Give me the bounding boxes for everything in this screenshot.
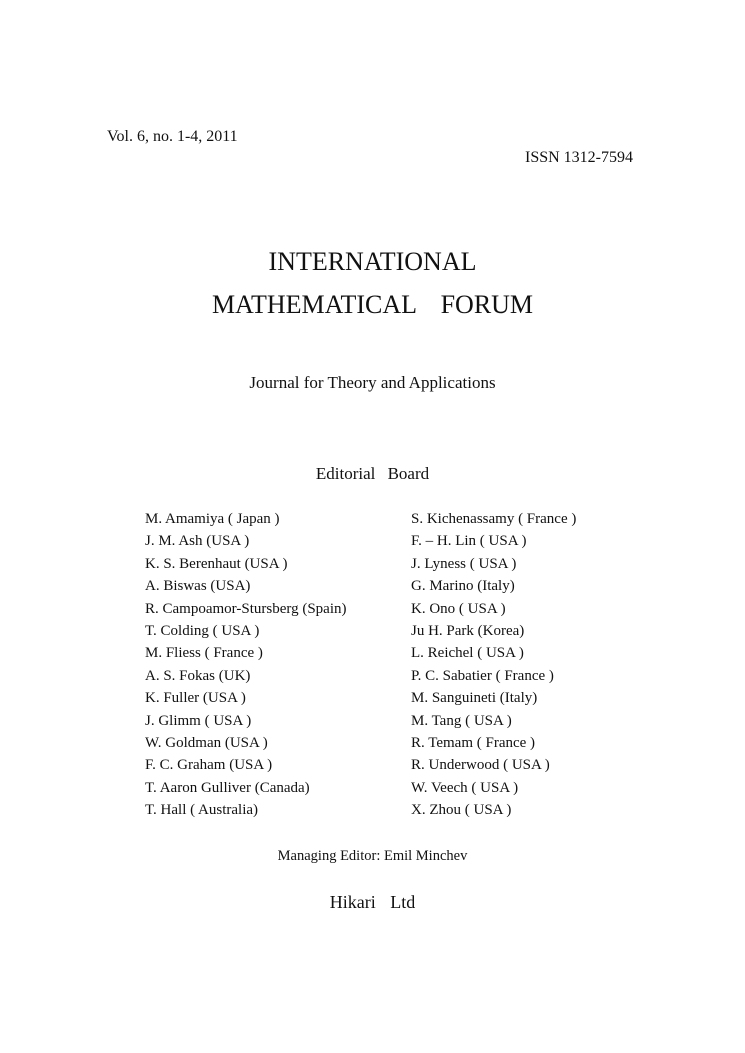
board-member: W. Goldman (USA ) xyxy=(145,734,268,751)
journal-subtitle: Journal for Theory and Applications xyxy=(249,373,496,392)
volume-info: Vol. 6, no. 1-4, 2011 xyxy=(107,128,238,145)
board-member: G. Marino (Italy) xyxy=(411,578,515,595)
board-member: T. Aaron Gulliver (Canada) xyxy=(145,779,310,796)
board-member: R. Underwood ( USA ) xyxy=(411,757,550,774)
board-member: A. Biswas (USA) xyxy=(145,578,251,595)
board-member: J. M. Ash (USA ) xyxy=(145,533,250,550)
board-member: K. Ono ( USA ) xyxy=(411,600,506,617)
board-member: S. Kichenassamy ( France ) xyxy=(411,511,577,527)
board-list-right xyxy=(411,511,576,824)
board-member: T. Colding ( USA ) xyxy=(145,622,260,639)
board-member: M. Fliess ( France ) xyxy=(145,645,263,662)
board-member: Ju H. Park (Korea) xyxy=(411,622,525,639)
board-member: M. Sanguineti (Italy) xyxy=(411,690,538,707)
board-member: J. Lyness ( USA ) xyxy=(411,555,517,572)
board-member: T. Hall ( Australia) xyxy=(145,802,259,819)
board-member: P. C. Sabatier ( France ) xyxy=(411,667,554,684)
board-member: X. Zhou ( USA ) xyxy=(411,802,512,819)
board-member: F. C. Graham (USA ) xyxy=(145,757,273,774)
issn: ISSN 1312-7594 xyxy=(524,149,633,166)
managing-editor: Managing Editor: Emil Minchev xyxy=(277,848,468,864)
board-member: J. Glimm ( USA ) xyxy=(145,712,252,729)
board-member: R. Temam ( France ) xyxy=(411,734,536,751)
board-member: L. Reichel ( USA ) xyxy=(411,645,524,662)
board-list-left xyxy=(145,511,346,824)
journal-title-line2: MATHEMATICAL FORUM xyxy=(211,290,534,319)
board-member: F. – H. Lin ( USA ) xyxy=(411,533,527,550)
board-member: W. Veech ( USA ) xyxy=(411,779,519,796)
board-member: M. Tang ( USA ) xyxy=(411,712,512,729)
board-member: M. Amamiya ( Japan ) xyxy=(145,511,280,527)
publisher: Hikari Ltd xyxy=(329,892,416,912)
board-member: K. S. Berenhaut (USA ) xyxy=(145,555,288,572)
board-member: A. S. Fokas (UK) xyxy=(145,667,251,684)
editorial-board-heading: Editorial Board xyxy=(315,464,430,483)
board-member: R. Campoamor-Stursberg (Spain) xyxy=(145,600,347,617)
journal-title-line1: INTERNATIONAL xyxy=(268,247,477,276)
board-member: K. Fuller (USA ) xyxy=(145,690,246,707)
